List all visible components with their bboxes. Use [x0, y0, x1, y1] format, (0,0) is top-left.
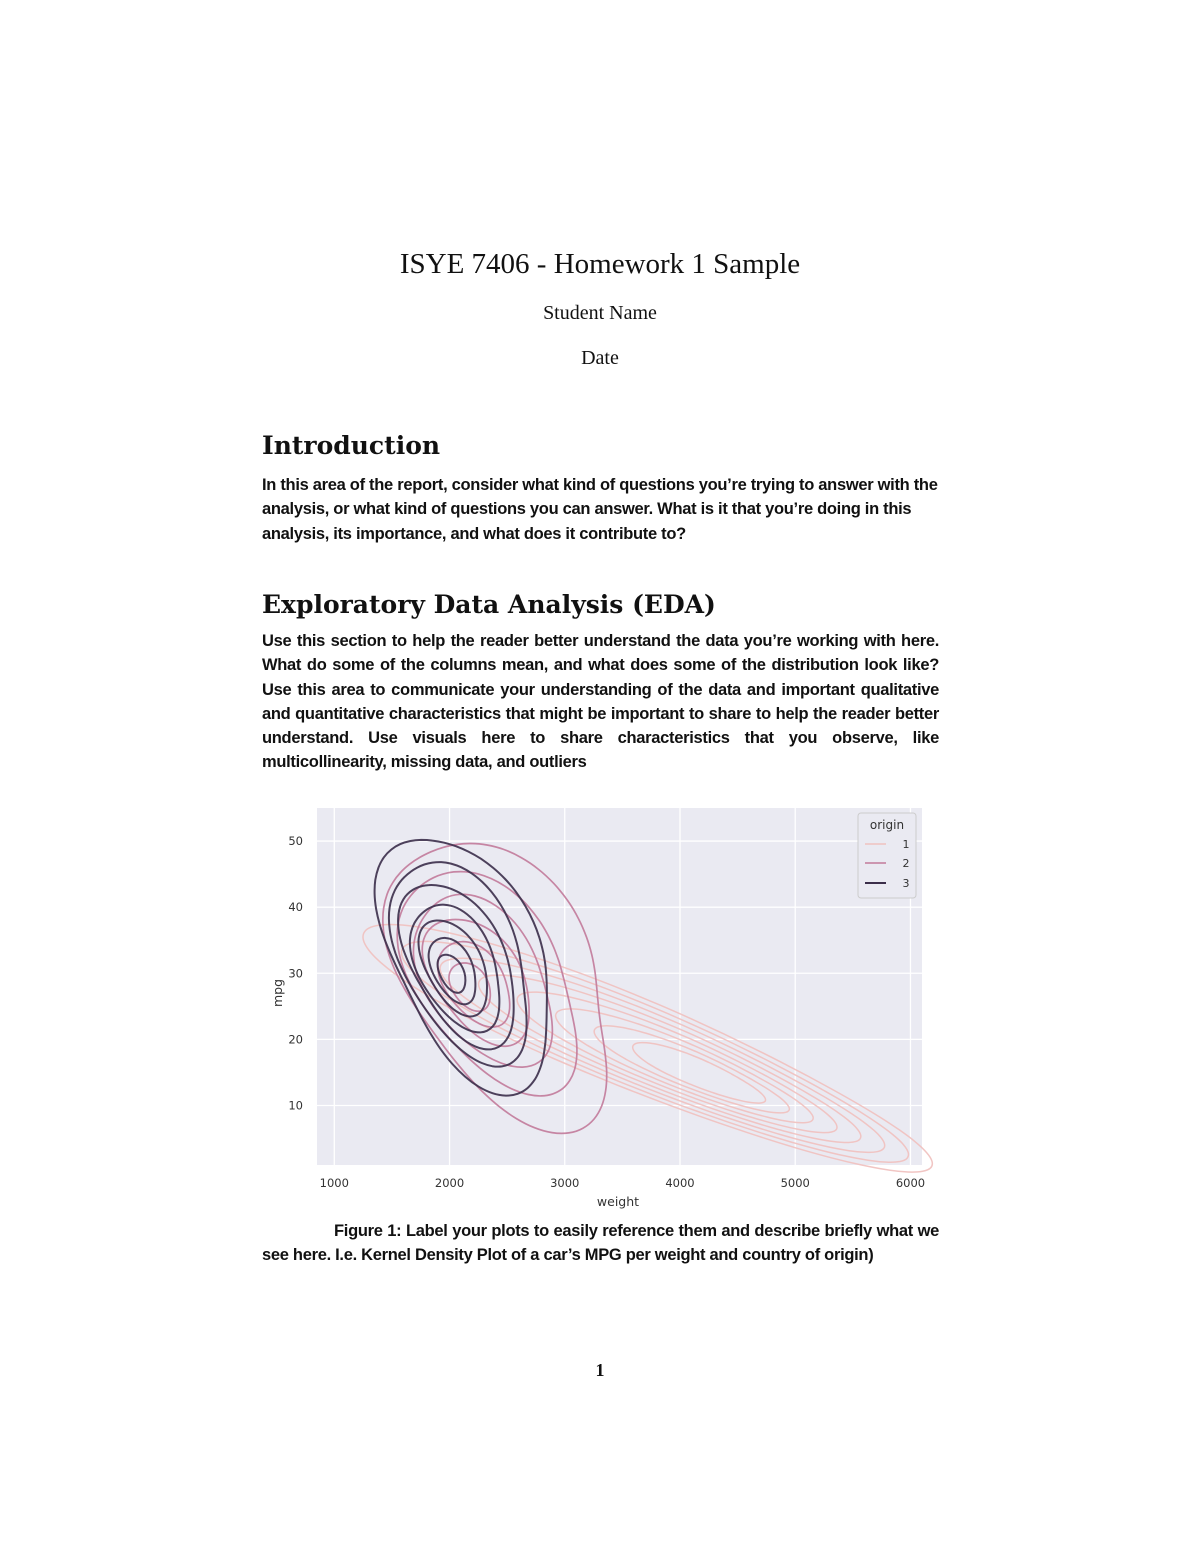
y-tick-label: 30 — [288, 966, 303, 981]
legend — [858, 813, 916, 898]
y-tick-label: 40 — [288, 900, 303, 915]
y-tick-labels — [288, 834, 303, 1112]
document-date: Date — [581, 347, 619, 369]
section-heading-eda: Exploratory Data Analysis (EDA) — [262, 590, 716, 619]
page-number: 1 — [595, 1360, 605, 1380]
legend-entry-1: 1 — [902, 838, 910, 851]
legend-entry-2: 2 — [902, 857, 910, 870]
section-body-introduction: In this area of the report, consider what kind of questions you’re trying to answer with the analysis, or what kind of questions you can answer. What is it that you’re doing in this analysis, its importance, and what does it contribute to? — [262, 476, 938, 543]
section-body-eda: Use this section to help the reader better understand the data you’re working with here. What do some of the columns mean, and what does some of the distribution look like? Use this area to communicate your understanding of the data and important qualitative and quantitative characteristics that might be important to share to help the reader better understand. Use visuals here to share characteristics that you observe, like multicollinearity, missing data, and outliers — [262, 632, 939, 772]
x-tick-label: 3000 — [550, 1176, 580, 1190]
y-tick-label: 10 — [288, 1098, 303, 1113]
plot-area-background — [317, 808, 922, 1165]
x-tick-label: 2000 — [434, 1176, 465, 1190]
x-tick-label: 6000 — [895, 1176, 926, 1190]
x-tick-label: 5000 — [780, 1176, 810, 1190]
section-heading-introduction: Introduction — [262, 431, 441, 460]
y-tick-label: 50 — [288, 834, 303, 849]
x-tick-labels — [320, 1176, 925, 1190]
kde-plot — [262, 800, 942, 1212]
legend-entry-3: 3 — [902, 877, 910, 890]
figure-1 — [262, 800, 942, 1212]
x-tick-label: 1000 — [319, 1176, 349, 1190]
x-tick-label: 4000 — [665, 1176, 695, 1190]
author-name: Student Name — [543, 302, 657, 324]
y-axis-label: mpg — [270, 978, 285, 1008]
figure-caption: Figure 1: Label your plots to easily reference them and describe briefly what we see here. I.e. Kernel Density Plot of a car’s MPG per weight and country of origin) — [262, 1222, 939, 1264]
legend-title: origin — [869, 818, 905, 832]
y-tick-label: 20 — [288, 1032, 303, 1047]
document-title: ISYE 7406 - Homework 1 Sample — [399, 248, 801, 280]
x-axis-label: weight — [596, 1194, 640, 1209]
